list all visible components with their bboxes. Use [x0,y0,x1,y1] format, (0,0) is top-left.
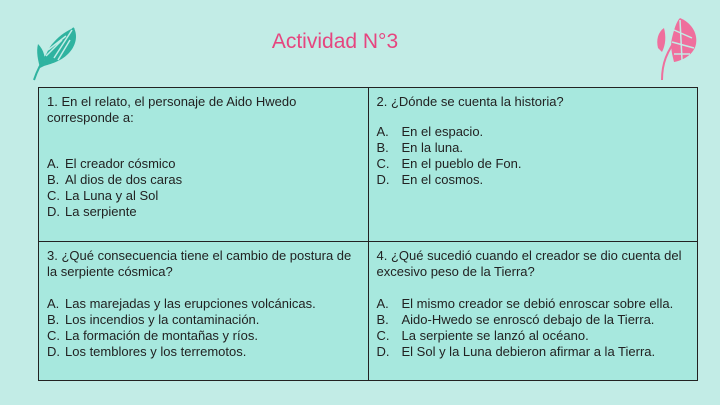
option: A. En el espacio. [376,124,484,139]
options-list [47,156,360,220]
question-cell-1 [39,88,369,242]
option: C. La Luna y al Sol [47,188,159,203]
option: A. Las marejadas y las erupciones volcánicas. [47,296,316,312]
option: D. El Sol y la Luna debieron afirmar a la Tierra. [376,344,656,360]
question-prompt: 3. ¿Qué consecuencia tiene el cambio de postura de la serpiente cósmica? [47,248,352,280]
question-cell-2 [368,88,698,242]
option: D. Los temblores y los terremotos. [47,344,247,360]
option: B. Aido-Hwedo se enroscó debajo de la Tierra. [376,312,655,328]
options-list [377,124,690,188]
option: A. El mismo creador se debió enroscar sobre ella. [376,296,674,312]
question-prompt: 1. En el relato, el personaje de Aido Hwedo corresponde a: [47,94,297,125]
questions-table [38,87,698,381]
option: C. La serpiente se lanzó al océano. [376,328,589,344]
option: C. La formación de montañas y ríos. [47,328,258,344]
question-cell-3 [39,242,369,381]
page-title: Actividad N°3 [271,30,399,53]
option: C. En el pueblo de Fon. [376,156,522,171]
option: B. Al dios de dos caras [47,172,183,187]
option: B. En la luna. [376,140,463,155]
options-list [47,296,360,360]
question-prompt: 4. ¿Qué sucedió cuando el creador se dio cuenta del excesivo peso de la Tierra? [376,248,682,280]
question-prompt: 2. ¿Dónde se cuenta la historia? [376,94,564,109]
option: D. La serpiente [47,204,137,219]
options-list [377,296,690,360]
option: A. El creador cósmico [47,156,176,171]
option: D. En el cosmos. [376,172,484,187]
option: B. Los incendios y la contaminación. [47,312,260,328]
question-cell-4 [368,242,698,381]
